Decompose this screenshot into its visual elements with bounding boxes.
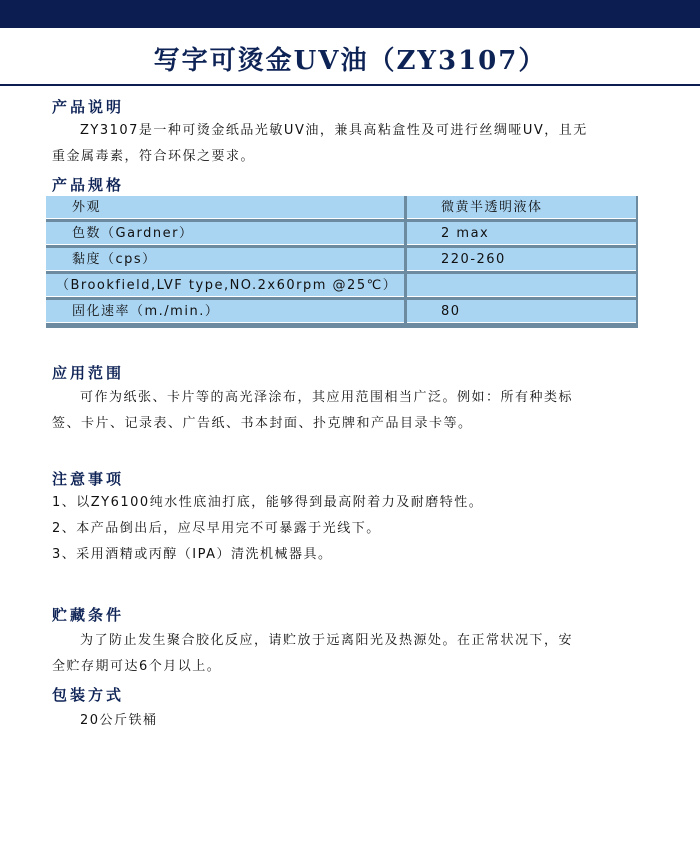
title-divider [0,84,700,86]
spec-value: 2 max [407,222,636,245]
section-heading-description: 产品说明 [52,98,125,116]
spec-label: 黏度（cps） [46,248,404,271]
spec-value: 220-260 [407,248,636,271]
description-line: 重金属毒素，符合环保之要求。 [52,149,256,164]
application-line: 签、卡片、记录表、广告纸、书本封面、扑克牌和产品目录卡等。 [52,416,473,431]
storage-line: 为了防止发生聚合胶化反应，请贮放于远离阳光及热源处。在正常状况下，安 [80,633,574,648]
description-line: ZY3107是一种可烫金纸品光敏UV油，兼具高粘盒性及可进行丝绸哑UV，且无 [80,123,588,138]
list-item: 2、本产品倒出后，应尽早用完不可暴露于光线下。 [52,521,381,536]
list-item: 1、以ZY6100纯水性底油打底，能够得到最高附着力及耐磨特性。 [52,495,484,510]
section-heading-specs: 产品规格 [52,176,125,194]
spec-value: 80 [407,300,636,323]
table-row [46,300,636,324]
application-line: 可作为纸张、卡片等的高光泽涂布，其应用范围相当广泛。例如：所有种类标 [80,390,574,405]
packaging-text [52,708,652,734]
spec-label: 外观 [46,196,404,219]
spec-label: 色数（Gardner） [46,222,404,245]
list-item: 3、采用酒精或丙醇（IPA）清洗机械器具。 [52,547,333,562]
table-row [46,274,636,298]
spec-value: 微黄半透明液体 [407,196,636,219]
spec-label: 固化速率（m./min.） [46,300,404,323]
section-heading-notes: 注意事项 [52,470,125,488]
table-row [46,248,636,272]
table-row [46,196,636,220]
page-title: 写字可烫金UV油（ZY3107） [153,46,547,76]
notes-list [52,490,652,568]
top-banner [0,0,700,28]
table-row [46,222,636,246]
storage-line: 全贮存期可达6个月以上。 [52,659,222,674]
section-heading-application: 应用范围 [52,364,125,382]
storage-text [52,628,652,680]
section-heading-storage: 贮藏条件 [52,606,125,624]
application-text [52,385,652,437]
section-heading-packaging: 包装方式 [52,686,125,704]
spec-value [407,274,636,297]
description-text [52,118,652,170]
packaging-line: 20公斤铁桶 [80,713,158,728]
spec-label: （Brookfield,LVF type,NO.2x60rpm @25℃） [46,274,404,297]
